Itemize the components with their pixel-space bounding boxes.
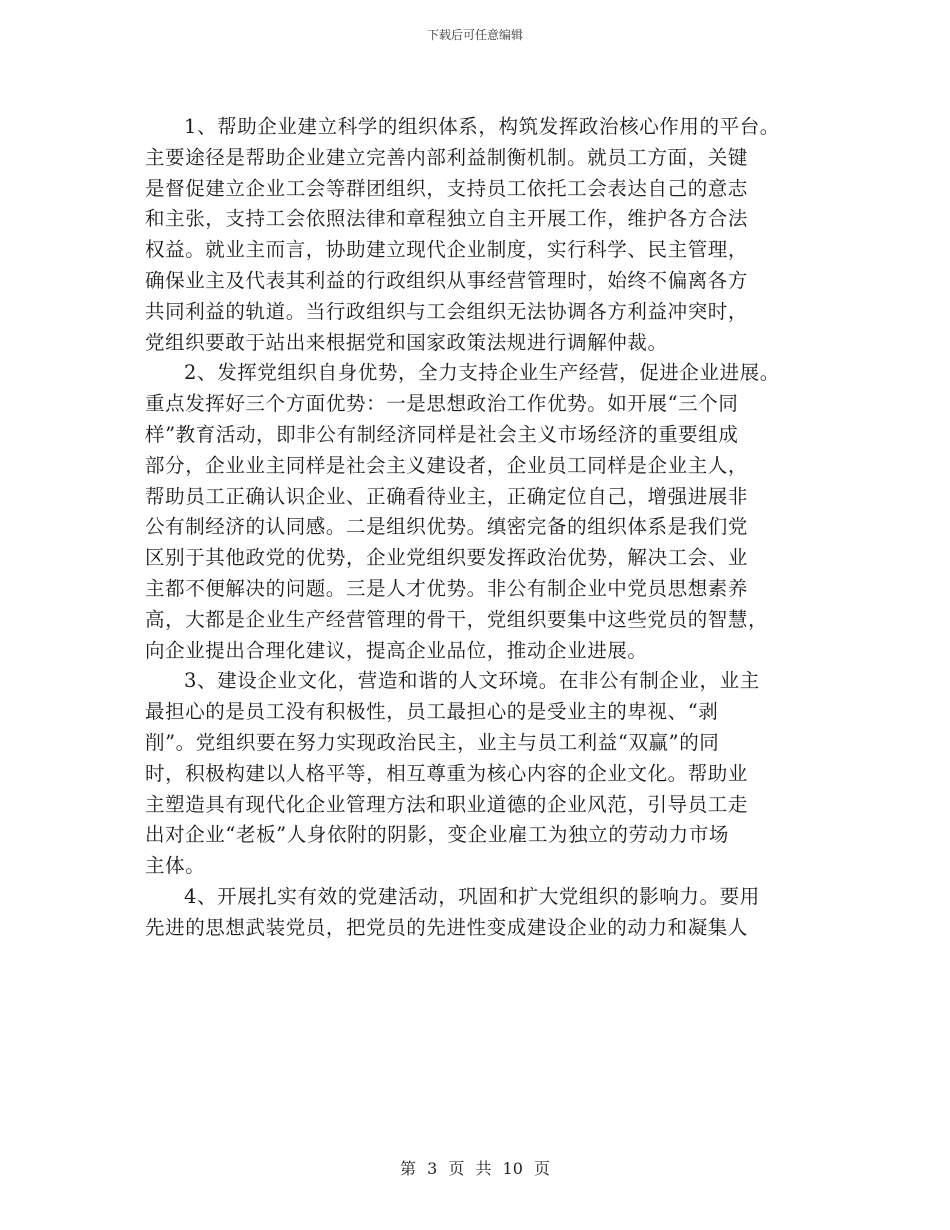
text-line: 重点发挥好三个方面优势：一是思想政治工作优势。如开展“三个同 (145, 392, 739, 416)
text-line: 出对企业“老板”人身依附的阴影，变企业雇工为独立的劳动力市场 (145, 823, 729, 847)
text-line: 削”。党组织要在努力实现政治民主，业主与员工利益“双赢”的同 (145, 730, 720, 754)
paragraph-2 (145, 358, 845, 666)
text-line: 先进的思想武装党员，把党员的先进性变成建设企业的动力和凝集人 (145, 915, 749, 939)
page-number-footer: 第 3 页 共 10 页 (400, 1159, 550, 1178)
page-header: 下载后可任意编辑 (426, 28, 523, 42)
text-line: 确保业主及代表其利益的行政组织从事经营管理时，始终不偏离各方 (145, 268, 749, 292)
text-line: 部分，企业业主同样是社会主义建设者，企业员工同样是企业主人， (145, 453, 749, 477)
text-line: 4、开展扎实有效的党建活动，巩固和扩大党组织的影响力。要用 (184, 884, 760, 908)
paragraph-3 (145, 666, 845, 882)
text-line: 和主张，支持工会依照法律和章程独立自主开展工作，维护各方合法 (145, 207, 749, 231)
text-line: 样”教育活动，即非公有制经济同样是社会主义市场经济的重要组成 (145, 422, 739, 446)
text-line: 向企业提出合理化建议，提高企业品位，推动企业进展。 (145, 638, 648, 662)
text-line: 区别于其他政党的优势，企业党组织要发挥政治优势，解决工会、业 (145, 546, 749, 570)
text-line: 主塑造具有现代化企业管理方法和职业道德的企业风范，引导员工走 (145, 792, 749, 816)
text-line: 主要途径是帮助企业建立完善内部利益制衡机制。就员工方面，关键 (145, 145, 749, 169)
text-line: 时，积极构建以人格平等，相互尊重为核心内容的企业文化。帮助业 (145, 761, 749, 785)
text-line: 3、建设企业文化，营造和谐的人文环境。在非公有制企业，业主 (184, 669, 760, 693)
text-line: 党组织要敢于站出来根据党和国家政策法规进行调解仲裁。 (145, 330, 668, 354)
text-line: 最担心的是员工没有积极性，员工最担心的是受业主的卑视、“剥 (145, 700, 719, 724)
document-body (145, 112, 845, 944)
text-line: 权益。就业主而言，协助建立现代企业制度，实行科学、民主管理， (145, 238, 749, 262)
text-line: 主都不便解决的问题。三是人才优势。非公有制企业中党员思想素养 (145, 576, 749, 600)
text-line: 2、发挥党组织自身优势，全力支持企业生产经营，促进企业进展。 (184, 361, 780, 385)
text-line: 高，大都是企业生产经营管理的骨干，党组织要集中这些党员的智慧， (145, 607, 769, 631)
text-line: 共同利益的轨道。当行政组织与工会组织无法协调各方利益冲突时， (145, 299, 749, 323)
text-line: 帮助员工正确认识企业、正确看待业主，正确定位自己，增强进展非 (145, 484, 749, 508)
text-line: 1、帮助企业建立科学的组织体系，构筑发挥政治核心作用的平台。 (184, 115, 780, 138)
text-line: 主体。 (145, 854, 206, 878)
text-line: 是督促建立企业工会等群团组织，支持员工依托工会表达自己的意志 (145, 176, 749, 200)
paragraph-1 (145, 112, 845, 358)
text-line: 公有制经济的认同感。二是组织优势。缜密完备的组织体系是我们党 (145, 515, 749, 539)
paragraph-4 (145, 882, 845, 944)
